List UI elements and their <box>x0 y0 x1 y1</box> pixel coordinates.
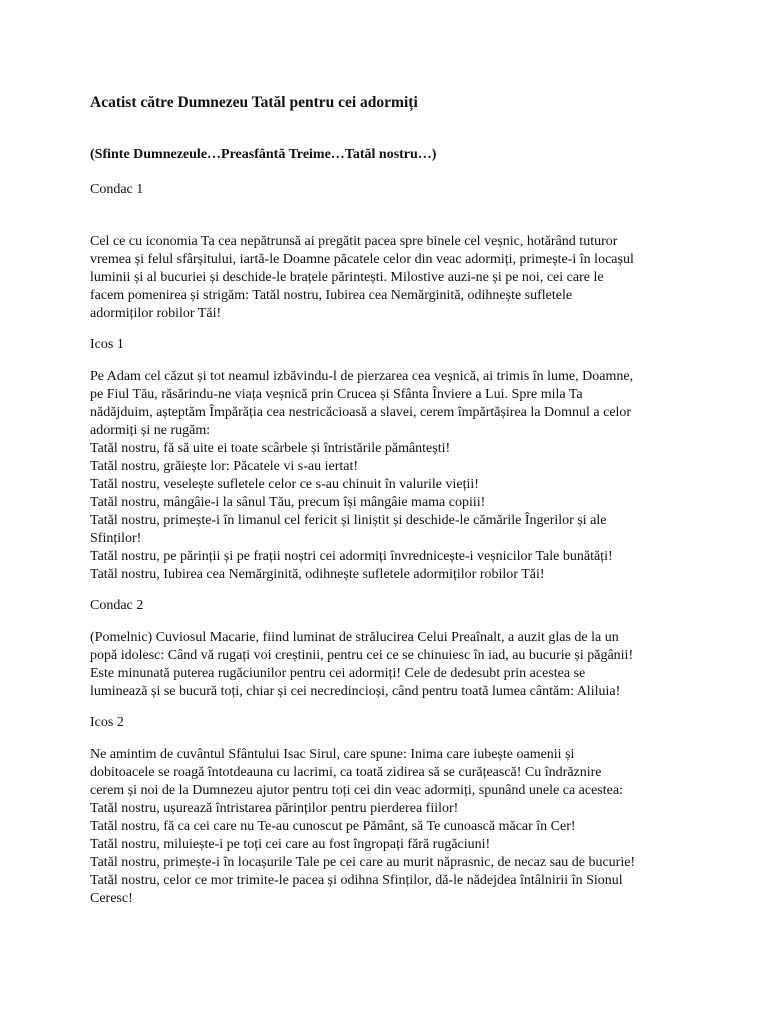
text-line: Sfinților! <box>90 531 142 546</box>
text-line: dobitoacele se roagă întotdeauna cu lacrimi, ca toată zidirea să se curățească! Cu îndrăznire <box>90 765 602 780</box>
text-line: popă idolesc: Când vă rugați voi creștinii, pentru cei ce se chinuiesc în iad, au bucurie și păgânii! <box>90 648 634 663</box>
text-line: pe Fiul Tău, răsărindu-ne viața veșnică prin Crucea și Sfânta Înviere a Lui. Spre mila Ta <box>90 387 583 402</box>
text-line: adormiți și ne rugăm: <box>90 423 211 438</box>
section-text-icos-2 <box>90 746 680 908</box>
text-line: Tatăl nostru, mângâie-i la sânul Tău, precum își mângâie mama copiii! <box>90 495 486 510</box>
section-text-condac-2 <box>90 629 680 701</box>
text-line: Tatăl nostru, fă să uite ei toate scârbele și întristările pământești! <box>90 441 451 456</box>
text-line: Tatăl nostru, grăiește lor: Păcatele vi s-au iertat! <box>90 459 359 474</box>
section-heading-condac-2: Condac 2 <box>90 598 144 613</box>
document-subtitle: (Sfinte Dumnezeule…Preasfântă Treime…Tatăl nostru…) <box>90 147 437 162</box>
text-line: vremea și felul sfârșitului, iartă-le Doamne păcatele celor din veac adormiți, primește-i în locașul <box>90 252 634 267</box>
text-line: Este minunată puterea rugăciunilor pentru cei adormiți! Cele de dedesubt prin acestea se <box>90 666 586 681</box>
text-line: luminează și se bucură toți, chiar și cei necredincioși, când pentru toată lumea cântăm: Aliluia! <box>90 684 621 699</box>
text-line: (Pomelnic) Cuviosul Macarie, fiind luminat de strălucirea Celui Preaînalt, a auzit glas de la un <box>90 630 619 645</box>
text-line: Cel ce cu iconomia Ta cea nepătrunsă ai pregătit pacea spre binele cel veșnic, hotărând tuturor <box>90 234 618 249</box>
text-line: Tatăl nostru, fă ca cei care nu Te-au cunoscut pe Pământ, să Te cunoască măcar în Cer! <box>90 819 576 834</box>
section-heading-icos-2: Icos 2 <box>90 715 124 730</box>
text-line: Ceresc! <box>90 891 133 906</box>
section-text-icos-1 <box>90 368 680 584</box>
text-line: Tatăl nostru, primește-i în limanul cel fericit și liniștit și deschide-le cămările Îngerilor și ale <box>90 513 607 528</box>
text-line: Tatăl nostru, celor ce mor trimite-le pacea și odihna Sfinților, dă-le nădejdea întâlnirii în Sionul <box>90 873 623 888</box>
text-line: Pe Adam cel căzut și tot neamul izbăvindu-l de pierzarea cea veșnică, ai trimis în lume, Doamne, <box>90 369 634 384</box>
text-line: adormiților robilor Tăi! <box>90 306 222 321</box>
section-heading-icos-1: Icos 1 <box>90 337 124 352</box>
text-line: luminii și al bucuriei și deschide-le brațele părintești. Milostive auzi-ne și pe noi, cei care le <box>90 270 604 285</box>
text-line: facem pomenirea și strigăm: Tatăl nostru, Iubirea cea Nemărginită, odihnește sufletele <box>90 288 573 303</box>
text-line: Tatăl nostru, primește-i în locașurile Tale pe cei care au murit năprasnic, de necaz sau de bucurie! <box>90 855 636 870</box>
text-line: cerem și noi de la Dumnezeu ajutor pentru toți cei din veac adormiți, spunând unele ca acestea: <box>90 783 623 798</box>
text-line: Tatăl nostru, miluiește-i pe toți cei care au fost îngropați fără rugăciuni! <box>90 837 491 852</box>
section-heading-condac-1: Condac 1 <box>90 182 144 197</box>
document-title: Acatist către Dumnezeu Tatăl pentru cei adormiți <box>90 94 418 111</box>
text-line: nădăjduim, așteptăm Împărăția cea nestricăcioasă a slavei, cerem împărtășirea la Domnul a celor <box>90 405 632 420</box>
text-line: Tatăl nostru, pe părinții și pe frații noștri cei adormiți învrednicește-i veșnicilor Tale bunătăți! <box>90 549 613 564</box>
text-line: Tatăl nostru, Iubirea cea Nemărginită, odihnește sufletele adormiților robilor Tăi! <box>90 567 545 582</box>
section-text-condac-1 <box>90 233 680 323</box>
text-line: Tatăl nostru, ușurează întristarea părinților pentru pierderea fiilor! <box>90 801 459 816</box>
document-page <box>90 93 680 921</box>
text-line: Ne amintim de cuvântul Sfântului Isac Sirul, care spune: Inima care iubește oamenii și <box>90 747 575 762</box>
text-line: Tatăl nostru, veselește sufletele celor ce s-au chinuit în valurile vieții! <box>90 477 479 492</box>
